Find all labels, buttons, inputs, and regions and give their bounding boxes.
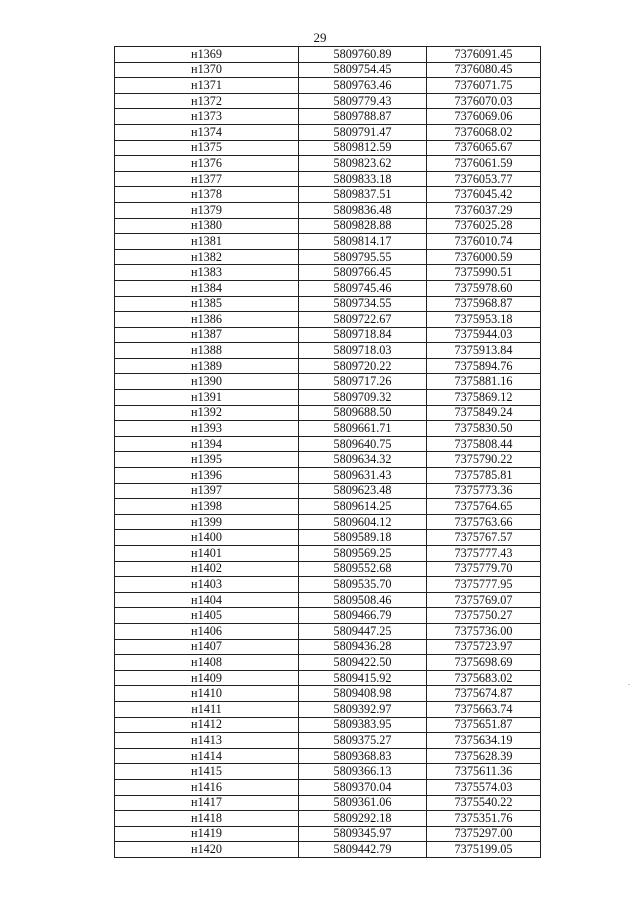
point-id-cell: н1384 — [115, 280, 299, 296]
table-row — [115, 655, 541, 671]
y-coordinate-cell: 7375849.24 — [427, 405, 541, 421]
y-coordinate-cell: 7375628.39 — [427, 748, 541, 764]
x-coordinate-cell: 5809436.28 — [299, 639, 427, 655]
x-coordinate-cell: 5809717.26 — [299, 374, 427, 390]
y-coordinate-cell: 7376053.77 — [427, 171, 541, 187]
x-coordinate-cell: 5809754.45 — [299, 62, 427, 78]
table-row — [115, 405, 541, 421]
table-row — [115, 343, 541, 359]
table-row — [115, 842, 541, 858]
table-row — [115, 93, 541, 109]
x-coordinate-cell: 5809614.25 — [299, 499, 427, 515]
table-row — [115, 779, 541, 795]
point-id-cell: н1405 — [115, 608, 299, 624]
point-id-cell: н1404 — [115, 592, 299, 608]
point-id-cell: н1415 — [115, 764, 299, 780]
table-row — [115, 436, 541, 452]
x-coordinate-cell: 5809828.88 — [299, 218, 427, 234]
x-coordinate-cell: 5809795.55 — [299, 249, 427, 265]
table-row — [115, 171, 541, 187]
point-id-cell: н1419 — [115, 826, 299, 842]
point-id-cell: н1387 — [115, 327, 299, 343]
table-row — [115, 717, 541, 733]
point-id-cell: н1398 — [115, 499, 299, 515]
x-coordinate-cell: 5809763.46 — [299, 78, 427, 94]
point-id-cell: н1414 — [115, 748, 299, 764]
point-id-cell: н1371 — [115, 78, 299, 94]
y-coordinate-cell: 7375351.76 — [427, 811, 541, 827]
table-row — [115, 234, 541, 250]
table-row — [115, 577, 541, 593]
x-coordinate-cell: 5809361.06 — [299, 795, 427, 811]
coordinates-table — [114, 46, 541, 858]
y-coordinate-cell: 7375683.02 — [427, 670, 541, 686]
y-coordinate-cell: 7376069.06 — [427, 109, 541, 125]
y-coordinate-cell: 7375764.65 — [427, 499, 541, 515]
point-id-cell: н1394 — [115, 436, 299, 452]
y-coordinate-cell: 7375663.74 — [427, 701, 541, 717]
point-id-cell: н1375 — [115, 140, 299, 156]
y-coordinate-cell: 7376037.29 — [427, 202, 541, 218]
x-coordinate-cell: 5809812.59 — [299, 140, 427, 156]
y-coordinate-cell: 7375723.97 — [427, 639, 541, 655]
table-row — [115, 124, 541, 140]
table-row — [115, 374, 541, 390]
x-coordinate-cell: 5809368.83 — [299, 748, 427, 764]
x-coordinate-cell: 5809442.79 — [299, 842, 427, 858]
point-id-cell: н1390 — [115, 374, 299, 390]
table-row — [115, 811, 541, 827]
y-coordinate-cell: 7375540.22 — [427, 795, 541, 811]
point-id-cell: н1399 — [115, 514, 299, 530]
x-coordinate-cell: 5809634.32 — [299, 452, 427, 468]
table-row — [115, 639, 541, 655]
y-coordinate-cell: 7375990.51 — [427, 265, 541, 281]
x-coordinate-cell: 5809791.47 — [299, 124, 427, 140]
point-id-cell: н1408 — [115, 655, 299, 671]
point-id-cell: н1385 — [115, 296, 299, 312]
table-row — [115, 327, 541, 343]
y-coordinate-cell: 7375944.03 — [427, 327, 541, 343]
point-id-cell: н1381 — [115, 234, 299, 250]
point-id-cell: н1376 — [115, 156, 299, 172]
point-id-cell: н1377 — [115, 171, 299, 187]
table-row — [115, 733, 541, 749]
y-coordinate-cell: 7376061.59 — [427, 156, 541, 172]
table-row — [115, 78, 541, 94]
point-id-cell: н1382 — [115, 249, 299, 265]
x-coordinate-cell: 5809709.32 — [299, 390, 427, 406]
x-coordinate-cell: 5809734.55 — [299, 296, 427, 312]
y-coordinate-cell: 7376025.28 — [427, 218, 541, 234]
y-coordinate-cell: 7375574.03 — [427, 779, 541, 795]
x-coordinate-cell: 5809718.84 — [299, 327, 427, 343]
point-id-cell: н1417 — [115, 795, 299, 811]
table-row — [115, 686, 541, 702]
table-row — [115, 748, 541, 764]
table-row — [115, 280, 541, 296]
y-coordinate-cell: 7376071.75 — [427, 78, 541, 94]
point-id-cell: н1370 — [115, 62, 299, 78]
point-id-cell: н1407 — [115, 639, 299, 655]
y-coordinate-cell: 7375869.12 — [427, 390, 541, 406]
point-id-cell: н1379 — [115, 202, 299, 218]
page-number: 29 — [313, 30, 327, 45]
x-coordinate-cell: 5809552.68 — [299, 561, 427, 577]
table-row — [115, 249, 541, 265]
y-coordinate-cell: 7375297.00 — [427, 826, 541, 842]
y-coordinate-cell: 7376070.03 — [427, 93, 541, 109]
point-id-cell: н1420 — [115, 842, 299, 858]
table-row — [115, 514, 541, 530]
point-id-cell: н1397 — [115, 483, 299, 499]
y-coordinate-cell: 7376010.74 — [427, 234, 541, 250]
x-coordinate-cell: 5809688.50 — [299, 405, 427, 421]
y-coordinate-cell: 7375777.43 — [427, 546, 541, 562]
table-row — [115, 499, 541, 515]
x-coordinate-cell: 5809604.12 — [299, 514, 427, 530]
x-coordinate-cell: 5809375.27 — [299, 733, 427, 749]
y-coordinate-cell: 7376065.67 — [427, 140, 541, 156]
x-coordinate-cell: 5809292.18 — [299, 811, 427, 827]
x-coordinate-cell: 5809422.50 — [299, 655, 427, 671]
point-id-cell: н1401 — [115, 546, 299, 562]
table-row — [115, 530, 541, 546]
point-id-cell: н1413 — [115, 733, 299, 749]
table-row — [115, 592, 541, 608]
point-id-cell: н1418 — [115, 811, 299, 827]
y-coordinate-cell: 7375968.87 — [427, 296, 541, 312]
y-coordinate-cell: 7375790.22 — [427, 452, 541, 468]
x-coordinate-cell: 5809760.89 — [299, 47, 427, 63]
y-coordinate-cell: 7375779.70 — [427, 561, 541, 577]
x-coordinate-cell: 5809466.79 — [299, 608, 427, 624]
x-coordinate-cell: 5809718.03 — [299, 343, 427, 359]
point-id-cell: н1380 — [115, 218, 299, 234]
point-id-cell: н1406 — [115, 623, 299, 639]
table-row — [115, 265, 541, 281]
x-coordinate-cell: 5809836.48 — [299, 202, 427, 218]
x-coordinate-cell: 5809779.43 — [299, 93, 427, 109]
scan-mark: . — [628, 678, 630, 687]
x-coordinate-cell: 5809415.92 — [299, 670, 427, 686]
y-coordinate-cell: 7375978.60 — [427, 280, 541, 296]
x-coordinate-cell: 5809392.97 — [299, 701, 427, 717]
x-coordinate-cell: 5809823.62 — [299, 156, 427, 172]
x-coordinate-cell: 5809447.25 — [299, 623, 427, 639]
table-row — [115, 452, 541, 468]
table-row — [115, 312, 541, 328]
point-id-cell: н1383 — [115, 265, 299, 281]
point-id-cell: н1372 — [115, 93, 299, 109]
x-coordinate-cell: 5809745.46 — [299, 280, 427, 296]
table-row — [115, 701, 541, 717]
point-id-cell: н1386 — [115, 312, 299, 328]
table-row — [115, 670, 541, 686]
point-id-cell: н1409 — [115, 670, 299, 686]
point-id-cell: н1412 — [115, 717, 299, 733]
x-coordinate-cell: 5809535.70 — [299, 577, 427, 593]
y-coordinate-cell: 7375698.69 — [427, 655, 541, 671]
x-coordinate-cell: 5809345.97 — [299, 826, 427, 842]
table-row — [115, 156, 541, 172]
y-coordinate-cell: 7375777.95 — [427, 577, 541, 593]
table-row — [115, 187, 541, 203]
table-row — [115, 795, 541, 811]
x-coordinate-cell: 5809661.71 — [299, 421, 427, 437]
point-id-cell: н1391 — [115, 390, 299, 406]
table-row — [115, 358, 541, 374]
y-coordinate-cell: 7375953.18 — [427, 312, 541, 328]
x-coordinate-cell: 5809631.43 — [299, 468, 427, 484]
y-coordinate-cell: 7375611.36 — [427, 764, 541, 780]
y-coordinate-cell: 7375894.76 — [427, 358, 541, 374]
point-id-cell: н1395 — [115, 452, 299, 468]
x-coordinate-cell: 5809720.22 — [299, 358, 427, 374]
table-row — [115, 202, 541, 218]
point-id-cell: н1369 — [115, 47, 299, 63]
y-coordinate-cell: 7375736.00 — [427, 623, 541, 639]
table-row — [115, 826, 541, 842]
point-id-cell: н1402 — [115, 561, 299, 577]
table-row — [115, 140, 541, 156]
table-row — [115, 109, 541, 125]
y-coordinate-cell: 7376000.59 — [427, 249, 541, 265]
y-coordinate-cell: 7376045.42 — [427, 187, 541, 203]
table-row — [115, 47, 541, 63]
y-coordinate-cell: 7375767.57 — [427, 530, 541, 546]
y-coordinate-cell: 7375651.87 — [427, 717, 541, 733]
table-row — [115, 421, 541, 437]
point-id-cell: н1400 — [115, 530, 299, 546]
y-coordinate-cell: 7376080.45 — [427, 62, 541, 78]
y-coordinate-cell: 7375763.66 — [427, 514, 541, 530]
table-row — [115, 62, 541, 78]
x-coordinate-cell: 5809814.17 — [299, 234, 427, 250]
x-coordinate-cell: 5809788.87 — [299, 109, 427, 125]
x-coordinate-cell: 5809722.67 — [299, 312, 427, 328]
table-row — [115, 623, 541, 639]
point-id-cell: н1378 — [115, 187, 299, 203]
y-coordinate-cell: 7375674.87 — [427, 686, 541, 702]
y-coordinate-cell: 7375830.50 — [427, 421, 541, 437]
x-coordinate-cell: 5809766.45 — [299, 265, 427, 281]
x-coordinate-cell: 5809383.95 — [299, 717, 427, 733]
y-coordinate-cell: 7375913.84 — [427, 343, 541, 359]
table-row — [115, 483, 541, 499]
x-coordinate-cell: 5809837.51 — [299, 187, 427, 203]
x-coordinate-cell: 5809508.46 — [299, 592, 427, 608]
x-coordinate-cell: 5809569.25 — [299, 546, 427, 562]
x-coordinate-cell: 5809408.98 — [299, 686, 427, 702]
point-id-cell: н1388 — [115, 343, 299, 359]
point-id-cell: н1374 — [115, 124, 299, 140]
table-row — [115, 296, 541, 312]
x-coordinate-cell: 5809623.48 — [299, 483, 427, 499]
x-coordinate-cell: 5809589.18 — [299, 530, 427, 546]
y-coordinate-cell: 7375881.16 — [427, 374, 541, 390]
x-coordinate-cell: 5809833.18 — [299, 171, 427, 187]
x-coordinate-cell: 5809366.13 — [299, 764, 427, 780]
y-coordinate-cell: 7375199.05 — [427, 842, 541, 858]
point-id-cell: н1416 — [115, 779, 299, 795]
point-id-cell: н1389 — [115, 358, 299, 374]
table-row — [115, 764, 541, 780]
x-coordinate-cell: 5809640.75 — [299, 436, 427, 452]
table-row — [115, 468, 541, 484]
y-coordinate-cell: 7375769.07 — [427, 592, 541, 608]
point-id-cell: н1411 — [115, 701, 299, 717]
table-row — [115, 608, 541, 624]
y-coordinate-cell: 7376068.02 — [427, 124, 541, 140]
table-row — [115, 218, 541, 234]
point-id-cell: н1403 — [115, 577, 299, 593]
point-id-cell: н1410 — [115, 686, 299, 702]
coordinates-table-body — [115, 47, 541, 858]
table-row — [115, 390, 541, 406]
table-row — [115, 561, 541, 577]
y-coordinate-cell: 7376091.45 — [427, 47, 541, 63]
y-coordinate-cell: 7375750.27 — [427, 608, 541, 624]
point-id-cell: н1393 — [115, 421, 299, 437]
x-coordinate-cell: 5809370.04 — [299, 779, 427, 795]
y-coordinate-cell: 7375634.19 — [427, 733, 541, 749]
point-id-cell: н1396 — [115, 468, 299, 484]
y-coordinate-cell: 7375773.36 — [427, 483, 541, 499]
y-coordinate-cell: 7375785.81 — [427, 468, 541, 484]
point-id-cell: н1373 — [115, 109, 299, 125]
point-id-cell: н1392 — [115, 405, 299, 421]
table-row — [115, 546, 541, 562]
y-coordinate-cell: 7375808.44 — [427, 436, 541, 452]
